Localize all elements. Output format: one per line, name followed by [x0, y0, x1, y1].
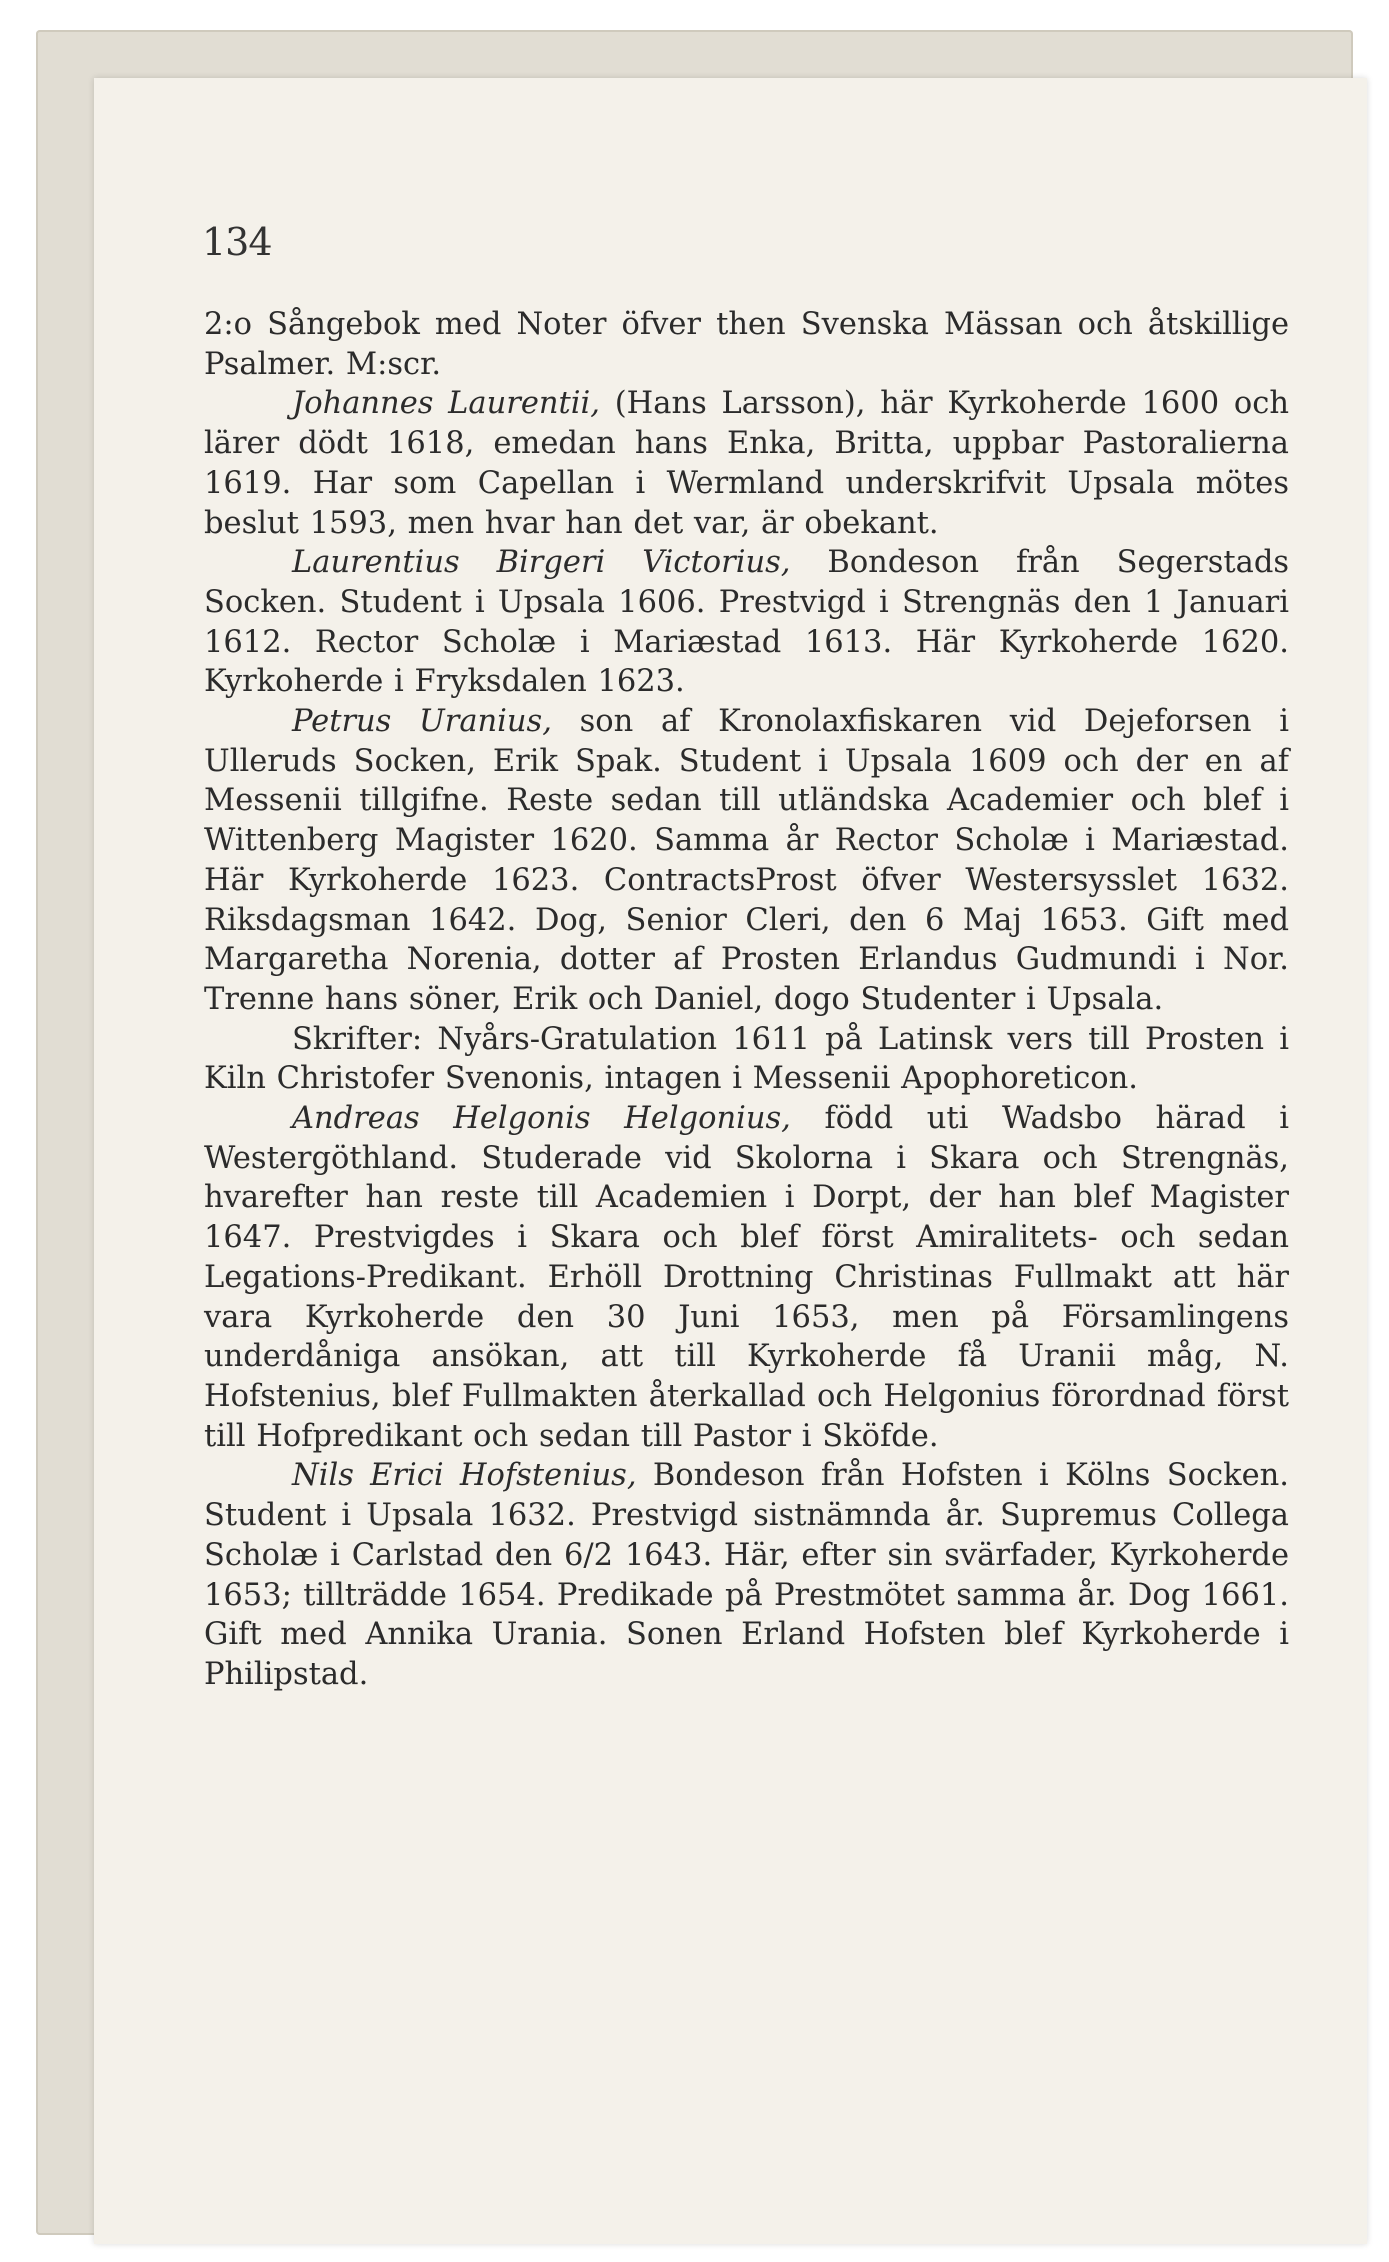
entry-nils-hofstenius — [204, 1456, 1289, 1694]
entry-andreas-helgonius — [204, 1099, 1289, 1456]
entry-petrus-uranius — [204, 702, 1289, 1020]
person-name: Andreas Helgonis Helgonius, — [292, 1101, 791, 1137]
paragraph-text: Bondeson från Segerstads Socken. Student i Upsala 1606. Prestvigd i Strengnäs den 1 Januari 1612. Rector Scholæ i Mariæstad 1613. Här Kyrkoherde 1620. Kyrkoherde i Fryksdalen 1623. — [204, 545, 1289, 700]
paragraph-text: (Hans Larsson), här Kyrkoherde 1600 och lärer dödt 1618, emedan hans Enka, Britta, uppbar Pastoralierna 1619. Har som Capellan i Wermland underskrifvit Upsala mötes beslut 1593, men hvar han det var, är obekant. — [204, 386, 1289, 541]
paragraph-text: son af Kronolaxfiskaren vid Dejeforsen i Ulleruds Socken, Erik Spak. Student i Upsala 1609 och der en af Messenii tillgifne. Reste sedan till utländska Academier och blef i Wittenberg Magister 1620. Samma år Rector Scholæ i Mariæstad. Här Kyrkoherde 1623. ContractsProst öfver Westersysslet 1632. Riksdagsman 1642. Dog, Senior Cleri, den 6 Maj 1653. Gift med Margaretha Norenia, dotter af Prosten Erlandus Gudmundi i Nor. Trenne hans söner, Erik och Daniel, dogo Studenter i Upsala. — [204, 704, 1289, 1017]
entry-johannes-laurentii — [204, 384, 1289, 543]
person-name: Johannes Laurentii, — [292, 386, 600, 422]
paragraph-1 — [204, 305, 1289, 384]
entry-laurentius-birgeri — [204, 543, 1289, 702]
person-name: Nils Erici Hofstenius, — [292, 1458, 637, 1494]
paragraph-text: född uti Wadsbo härad i Westergöthland. Studerade vid Skolorna i Skara och Strengnäs, hvarefter han reste till Academien i Dorpt, der han blef Magister 1647. Prestvigdes i Skara och blef först Amiralitets- och sedan Legations-Predikant. Erhöll Drottning Christinas Fullmakt att här vara Kyrkoherde den 30 Juni 1653, men på Församlingens underdåniga ansökan, att till Kyrkoherde få Uranii måg, N. Hofstenius, blef Fullmakten återkallad och Helgonius förordnad först till Hofpredikant och sedan till Pastor i Sköfde. — [204, 1101, 1289, 1454]
paragraph-text: 2:o Sångebok med Noter öfver then Svenska Mässan och åtskillige Psalmer. M:scr. — [204, 307, 1289, 382]
paragraph-text: Skrifter: Nyårs-Gratulation 1611 på Latinsk vers till Prosten i Kiln Christofer Svenonis, intagen i Messenii Apophoreticon. — [204, 1021, 1289, 1097]
person-name: Petrus Uranius, — [292, 704, 552, 740]
body-text — [204, 305, 1289, 1695]
person-name: Laurentius Birgeri Victorius, — [292, 545, 791, 581]
page-number: 134 — [202, 220, 272, 264]
entry-skrifter — [204, 1020, 1289, 1099]
paragraph-text: Bondeson från Hofsten i Kölns Socken. Student i Upsala 1632. Prestvigd sistnämnda år. Supremus Collega Scholæ i Carlstad den 6/2 1643. Här, efter sin svärfader, Kyrkoherde 1653; tillträdde 1654. Predikade på Prestmötet samma år. Dog 1661. Gift med Annika Urania. Sonen Erland Hofsten blef Kyrkoherde i Philipstad. — [204, 1458, 1289, 1692]
